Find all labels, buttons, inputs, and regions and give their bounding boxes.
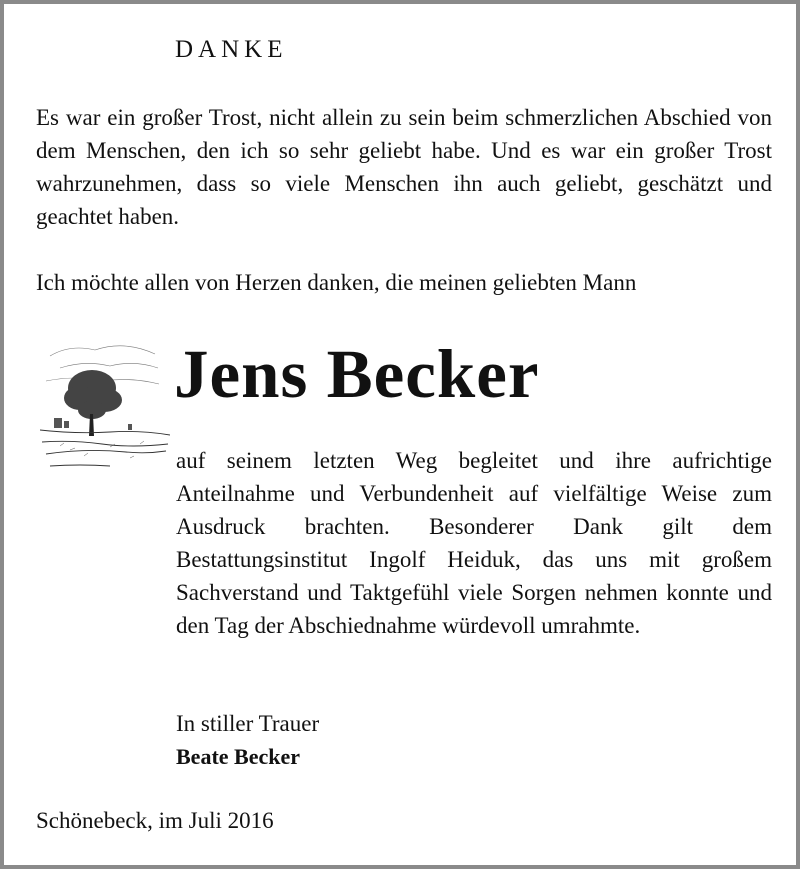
- thanks-paragraph: Ich möchte allen von Herzen danken, die meinen geliebten Mann: [36, 270, 637, 295]
- signer-name: Beate Becker: [176, 744, 300, 769]
- notice-heading: DANKE: [175, 36, 288, 63]
- intro-paragraph: Es war ein großer Trost, nicht allein zu sein beim schmerzlichen Abschied von dem Menschen, den ich so sehr geliebt habe. Und es war ein großer Trost wahrzunehmen, dass so viele Menschen ihn auch geliebt, geschätzt und geachtet haben.: [36, 105, 772, 229]
- place-date: Schönebeck, im Juli 2016: [36, 808, 274, 833]
- deceased-name: Jens Becker: [174, 336, 540, 412]
- gratitude-paragraph: auf seinem letzten Weg begleitet und ihre aufrichtige Anteilnahme und Verbundenheit auf vielfältige Weise zum Ausdruck brachten. Besonderer Dank gilt dem Bestattungsinstitut Ingolf Heiduk, das uns mit großem Sachverstand und Taktgefühl viele Sorgen nehmen konnte und den Tag der Abschiednahme würdevoll umrahmte.: [176, 448, 772, 638]
- thank-you-notice: [4, 4, 796, 865]
- tree-landscape-icon: [40, 326, 170, 476]
- mourning-line: In stiller Trauer: [176, 711, 320, 736]
